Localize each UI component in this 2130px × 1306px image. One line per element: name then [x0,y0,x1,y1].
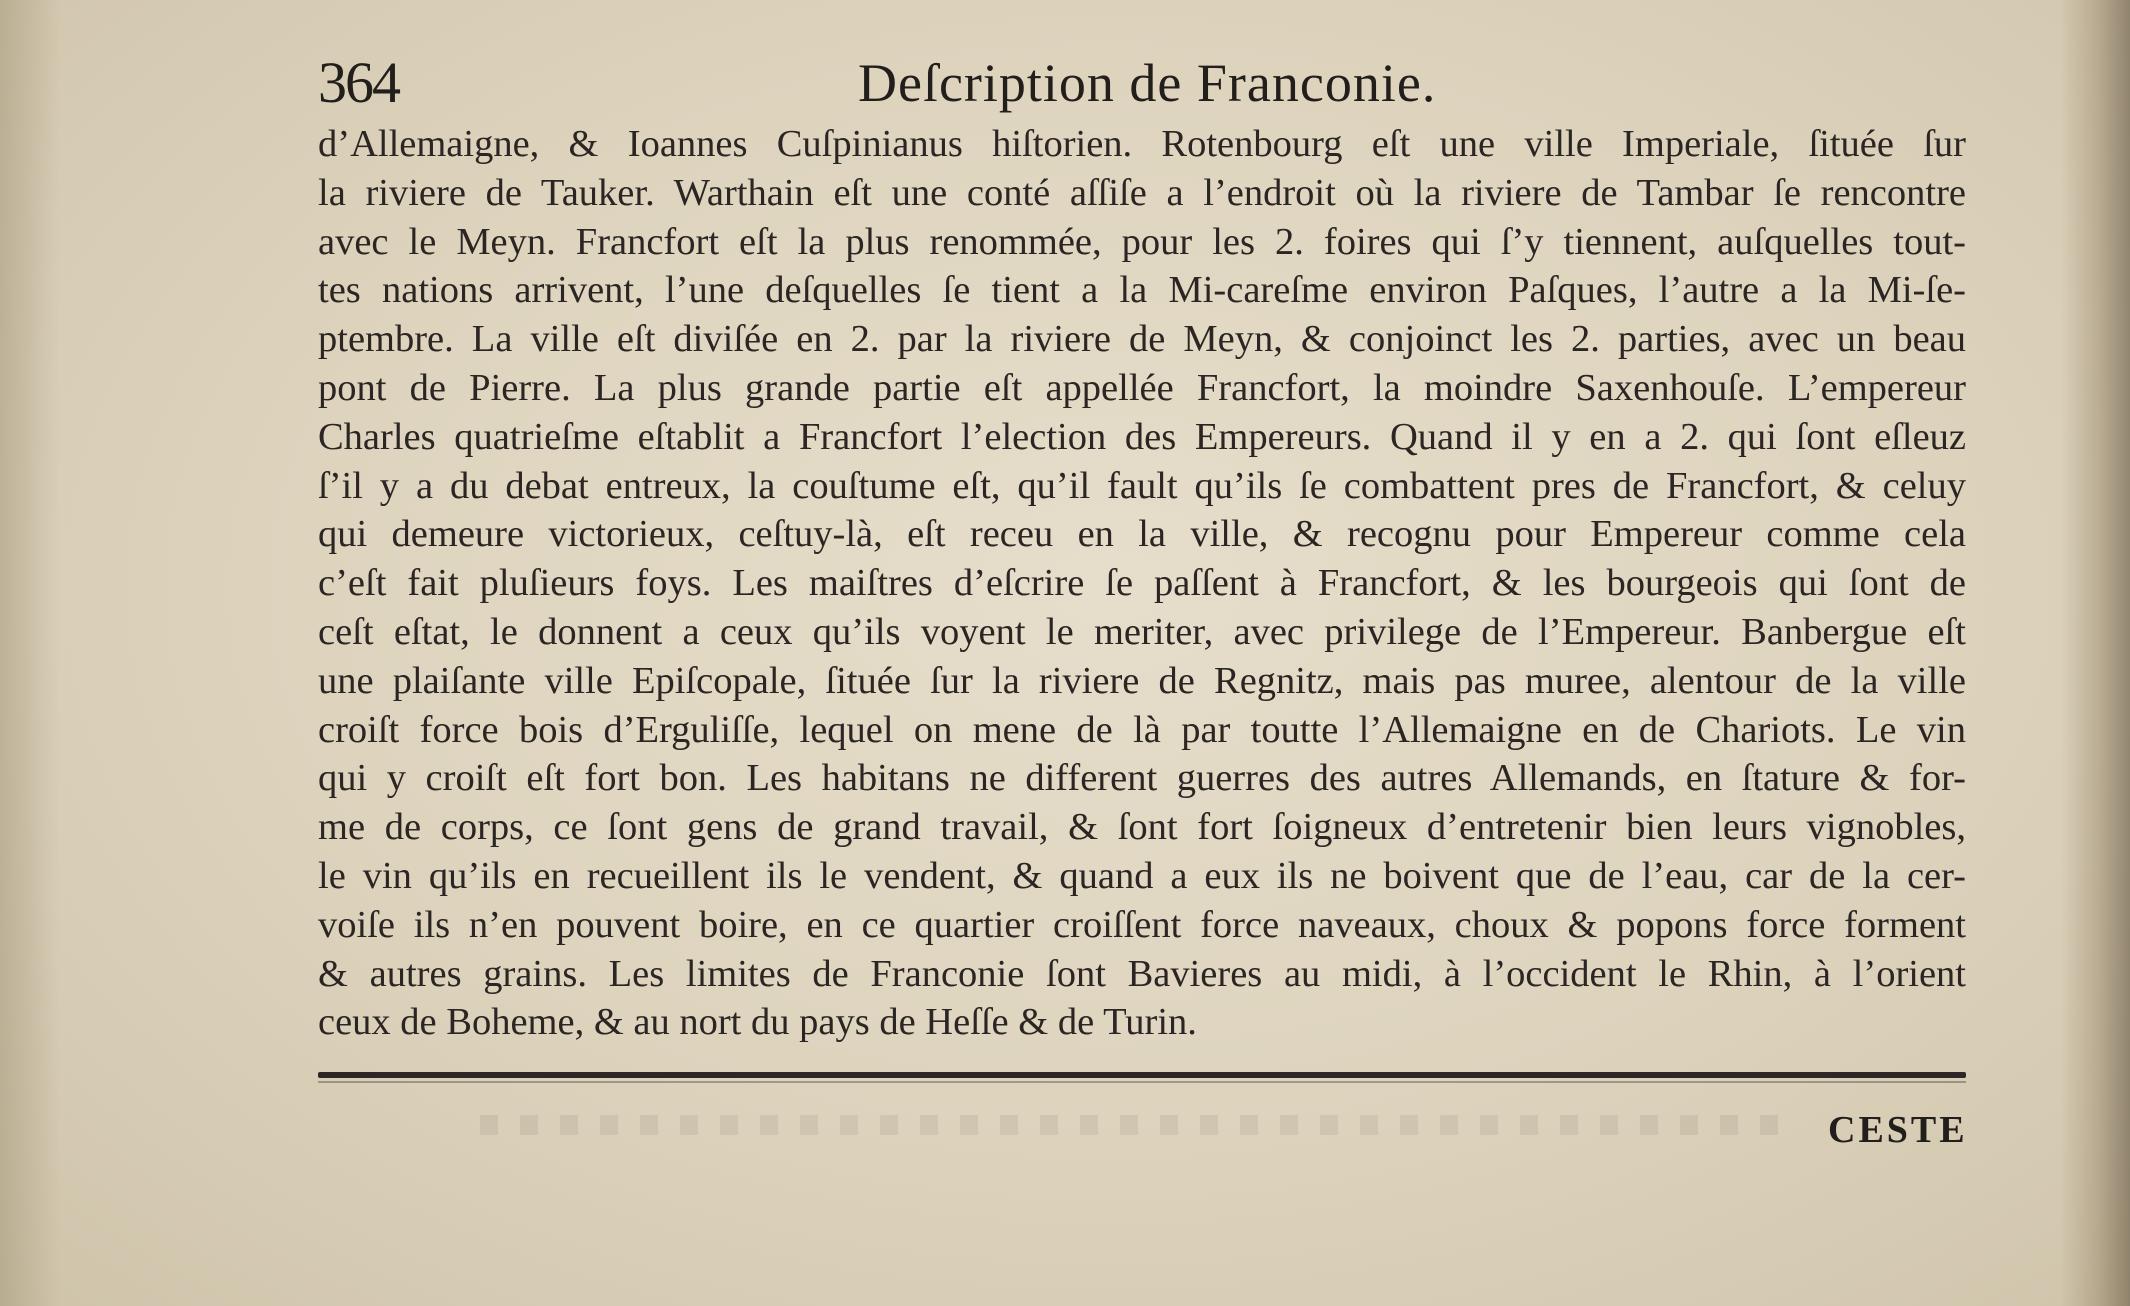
text-line: ceux de Boheme, & au nort du pays de Heſſe & de Turin. [318,1001,1197,1044]
text-line: qui y croiſt eſt fort bon. Les habitans ne different guerres des autres Allemands, en ſtature & for- [318,757,1966,800]
text-line: Charles quatrieſme eſtablit a Francfort l’election des Empereurs. Quand il y en a 2. qui ſont eſleuz [318,415,1966,458]
text-line: tes nations arrivent, l’une deſquelles ſe tient a la Mi-careſme environ Paſques, l’autre a la Mi-ſe- [318,269,1966,312]
text-line: & autres grains. Les limites de Franconie ſont Bavieres au midi, à l’occident le Rhin, à l’orient [318,952,1966,995]
text-line: avec le Meyn. Francfort eſt la plus renommée, pour les 2. foires qui ſ’y tiennent, auſquelles tout- [318,220,1966,263]
text-line: ceſt eſtat, le donnent a ceux qu’ils voyent le meriter, avec privilege de l’Empereur. Banbergue eſt [318,610,1966,653]
catchword: CESTE [1828,1109,1968,1151]
running-title: Deſcription de Franconie. [858,53,1437,113]
text-line: voiſe ils n’en pouvent boire, en ce quartier croiſſent force naveaux, choux & popons force forment [318,903,1966,946]
text-line: une plaiſante ville Epiſcopale, ſituée ſur la riviere de Regnitz, mais pas muree, alentour de la ville [318,659,1966,702]
text-line: le vin qu’ils en recueillent ils le vendent, & quand a eux ils ne boivent que de l’eau, car de la cer- [318,854,1966,897]
section-rule-shadow [318,1081,1966,1083]
page-header [318,48,1958,118]
body-text [318,120,1966,1047]
text-line: la riviere de Tauker. Warthain eſt une conté aſſiſe a l’endroit où la riviere de Tambar ſe rencontre [318,171,1966,214]
page-number: 364 [318,50,399,115]
text-line: pont de Pierre. La plus grande partie eſt appellée Francfort, la moindre Saxenhouſe. L’empereur [318,366,1966,409]
section-rule [318,1072,1966,1078]
binding-fold-shadow [2060,0,2130,1306]
page-edge-shadow [0,0,60,1306]
text-line: c’eſt fait pluſieurs foys. Les maiſtres d’eſcrire ſe paſſent à Francfort, & les bourgeois qui ſont de [318,562,1966,605]
bleed-through-marks [480,1115,1780,1135]
text-line: d’Allemaigne, & Ioannes Cuſpinianus hiſtorien. Rotenbourg eſt une ville Imperiale, ſituée ſur [318,123,1966,165]
text-line: ſ’il y a du debat entreux, la couſtume eſt, qu’il fault qu’ils ſe combattent pres de Francfort, & celuy [318,464,1966,507]
text-line: qui demeure victorieux, ceſtuy-là, eſt receu en la ville, & recognu pour Empereur comme cela [318,513,1966,556]
text-line: croiſt force bois d’Erguliſſe, lequel on mene de là par toutte l’Allemaigne en de Chariots. Le vin [318,708,1966,751]
text-line: ptembre. La ville eſt diviſée en 2. par la riviere de Meyn, & conjoinct les 2. parties, avec un beau [318,318,1966,361]
text-line: me de corps, ce ſont gens de grand travail, & ſont fort ſoigneux d’entretenir bien leurs vignobles, [318,806,1966,849]
